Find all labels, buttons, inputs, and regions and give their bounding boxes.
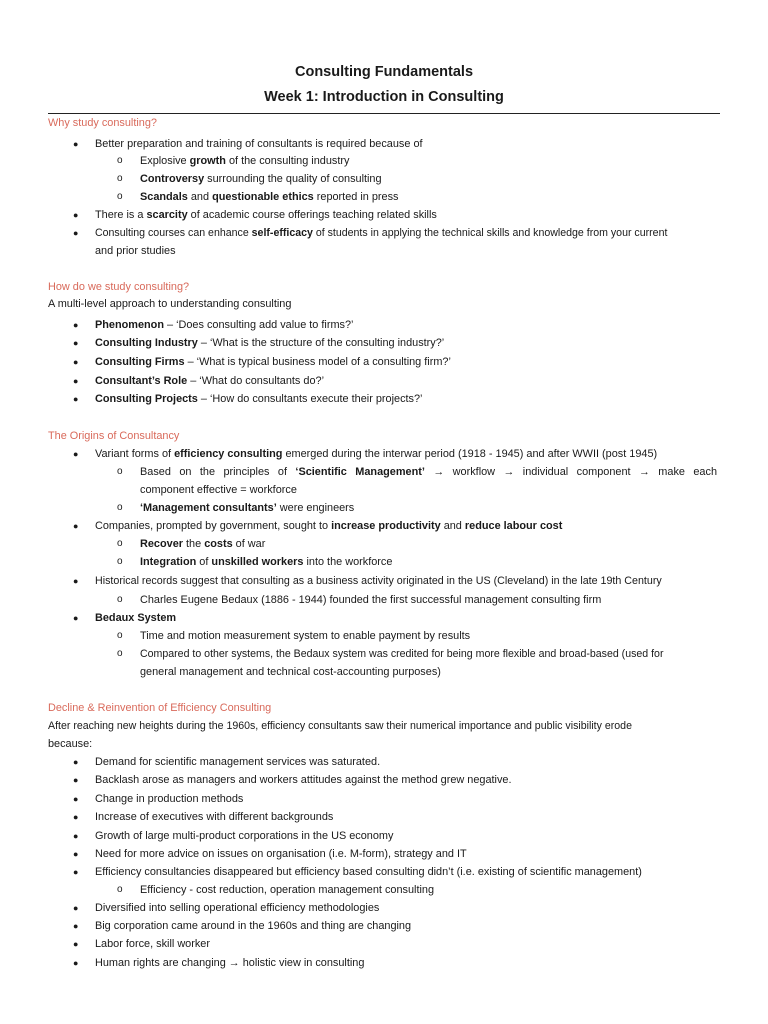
- sub-bullet-icon: o: [117, 594, 123, 605]
- bullet-icon: ●: [73, 939, 79, 949]
- sub-list-item: Charles Eugene Bedaux (1886 - 1944) founded the first successful management consulting firm: [140, 594, 602, 606]
- sub-bullet-icon: o: [117, 648, 123, 659]
- sub-bullet-icon: o: [117, 502, 123, 513]
- sub-list-item: Controversy surrounding the quality of consulting: [140, 173, 382, 185]
- sub-bullet-icon: o: [117, 191, 123, 202]
- bullet-icon: ●: [73, 831, 79, 841]
- sub-list-item: Based on the principles of ‘Scientific Management’ → workflow → individual component → make each: [140, 466, 717, 478]
- bullet-icon: ●: [73, 794, 79, 804]
- bullet-icon: ●: [73, 775, 79, 785]
- list-item: Bedaux System: [95, 612, 177, 624]
- list-item: Labor force, skill worker: [95, 938, 210, 950]
- section-heading-how: How do we study consulting?: [48, 281, 190, 293]
- bullet-icon: ●: [73, 376, 79, 386]
- sub-bullet-icon: o: [117, 155, 123, 166]
- sub-bullet-icon: o: [117, 466, 123, 477]
- section-intro: A multi-level approach to understanding consulting: [48, 298, 292, 310]
- sub-list-item-continuation: general management and technical cost-accounting purposes): [140, 666, 441, 678]
- list-item: Companies, prompted by government, sought to increase productivity and reduce labour cost: [95, 520, 563, 532]
- bullet-icon: ●: [73, 921, 79, 931]
- sub-list-item: Time and motion measurement system to enable payment by results: [140, 630, 471, 642]
- bullet-icon: ●: [73, 576, 79, 586]
- list-item: Diversified into selling operational efficiency methodologies: [95, 902, 380, 914]
- document-title: Consulting Fundamentals: [294, 64, 474, 80]
- list-item: Increase of executives with different backgrounds: [95, 811, 334, 823]
- sub-list-item: Recover the costs of war: [140, 538, 266, 550]
- bullet-icon: ●: [73, 228, 79, 238]
- bullet-icon: ●: [73, 958, 79, 968]
- list-item: Consulting Industry – ‘What is the structure of the consulting industry?’: [95, 337, 445, 349]
- list-item: Historical records suggest that consulting as a business activity originated in the US (Cleveland) in the late 19th Century: [95, 575, 662, 587]
- sub-list-item: Compared to other systems, the Bedaux system was credited for being more flexible and broad-based (used for: [140, 648, 664, 660]
- bullet-icon: ●: [73, 449, 79, 459]
- list-item: Consulting Firms – ‘What is typical business model of a consulting firm?’: [95, 356, 451, 368]
- list-item: Growth of large multi-product corporations in the US economy: [95, 830, 394, 842]
- bullet-icon: ●: [73, 867, 79, 877]
- sub-list-item: Efficiency - cost reduction, operation management consulting: [140, 884, 435, 896]
- sub-bullet-icon: o: [117, 538, 123, 549]
- bullet-icon: ●: [73, 139, 79, 149]
- bullet-icon: ●: [73, 812, 79, 822]
- section-intro: After reaching new heights during the 1960s, efficiency consultants saw their numerical importance and public visibility erode: [48, 720, 632, 732]
- bullet-icon: ●: [73, 521, 79, 531]
- section-heading-decline: Decline & Reinvention of Efficiency Consulting: [48, 702, 272, 714]
- bullet-icon: ●: [73, 849, 79, 859]
- bullet-icon: ●: [73, 210, 79, 220]
- list-item: Better preparation and training of consultants is required because of: [95, 138, 423, 150]
- list-item: Need for more advice on issues on organisation (i.e. M-form), strategy and IT: [95, 848, 467, 860]
- list-item: Consulting courses can enhance self-efficacy of students in applying the technical skills and knowledge from your current: [95, 227, 668, 239]
- sub-list-item: Explosive growth of the consulting industry: [140, 155, 350, 167]
- section-intro-continuation: because:: [48, 738, 93, 750]
- bullet-icon: ●: [73, 357, 79, 367]
- bullet-icon: ●: [73, 613, 79, 623]
- sub-bullet-icon: o: [117, 173, 123, 184]
- sub-bullet-icon: o: [117, 556, 123, 567]
- list-item: There is a scarcity of academic course offerings teaching related skills: [95, 209, 437, 221]
- bullet-icon: ●: [73, 394, 79, 404]
- bullet-icon: ●: [73, 338, 79, 348]
- section-heading-why: Why study consulting?: [48, 117, 157, 129]
- list-item: Human rights are changing → holistic view in consulting: [95, 957, 365, 969]
- sub-list-item: Integration of unskilled workers into the workforce: [140, 556, 393, 568]
- list-item-continuation: and prior studies: [95, 245, 176, 257]
- list-item: Efficiency consultancies disappeared but efficiency based consulting didn’t (i.e. existing of scientific management): [95, 866, 642, 878]
- sub-list-item-continuation: component effective = workforce: [140, 484, 297, 496]
- list-item: Consulting Projects – ‘How do consultants execute their projects?’: [95, 393, 423, 405]
- list-item: Variant forms of efficiency consulting emerged during the interwar period (1918 - 1945) and after WWII (post 1945): [95, 448, 658, 460]
- list-item: Consultant’s Role – ‘What do consultants do?’: [95, 375, 324, 387]
- sub-bullet-icon: o: [117, 884, 123, 895]
- bullet-icon: ●: [73, 757, 79, 767]
- list-item: Demand for scientific management services was saturated.: [95, 756, 381, 768]
- title-divider: [48, 113, 720, 114]
- sub-bullet-icon: o: [117, 630, 123, 641]
- section-heading-origins: The Origins of Consultancy: [48, 430, 180, 442]
- list-item: Backlash arose as managers and workers attitudes against the method grew negative.: [95, 774, 512, 786]
- sub-list-item: ‘Management consultants’ were engineers: [140, 502, 355, 514]
- list-item: Phenomenon – ‘Does consulting add value to firms?’: [95, 319, 354, 331]
- document-subtitle: Week 1: Introduction in Consulting: [264, 89, 504, 105]
- bullet-icon: ●: [73, 903, 79, 913]
- bullet-icon: ●: [73, 320, 79, 330]
- sub-list-item: Scandals and questionable ethics reported in press: [140, 191, 399, 203]
- list-item: Big corporation came around in the 1960s and thing are changing: [95, 920, 412, 932]
- list-item: Change in production methods: [95, 793, 244, 805]
